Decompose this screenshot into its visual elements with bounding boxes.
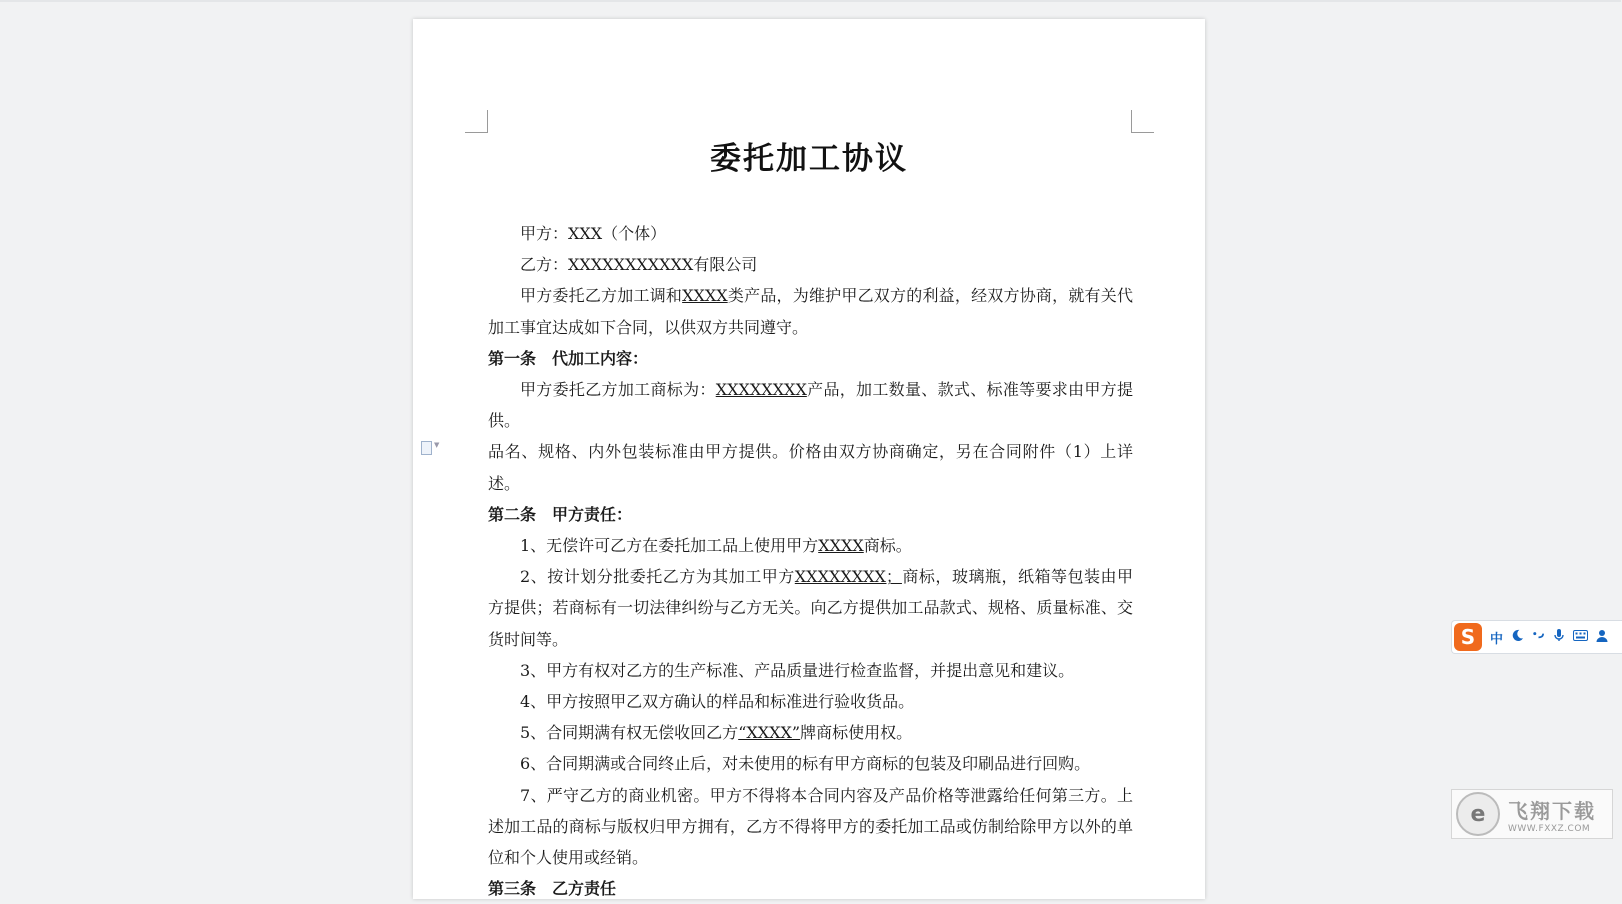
- article-1-heading: 第一条 代加工内容：: [488, 348, 649, 368]
- article-2-item-4: 4、甲方按照甲乙双方确认的样品和标准进行验收货品。: [520, 692, 915, 712]
- toolbar-edge: [0, 0, 1621, 2]
- document-title: 委托加工协议: [710, 141, 908, 177]
- article-2-item-6: 6、合同期满或合同终止后，对未使用的标有甲方商标的包装及印刷品进行回购。: [520, 754, 1091, 774]
- punctuation-icon[interactable]: [1532, 629, 1545, 646]
- watermark-logo-icon: e: [1456, 792, 1500, 836]
- dropdown-arrow-icon: ▼: [434, 441, 440, 449]
- article-2-heading: 第二条 甲方责任：: [488, 504, 633, 524]
- microphone-icon[interactable]: [1553, 628, 1565, 646]
- article-3-heading: 第三条 乙方责任: [488, 879, 617, 899]
- page-margin-corner-left: [465, 110, 488, 133]
- ime-toolbar[interactable]: [1451, 620, 1622, 654]
- document-body[interactable]: [488, 218, 1133, 904]
- document-page[interactable]: [413, 19, 1205, 899]
- ime-mode-toggle[interactable]: 中: [1490, 631, 1504, 647]
- sogou-logo-icon[interactable]: S: [1454, 623, 1482, 651]
- party-b-line: 乙方：XXXXXXXXXXX有限公司: [520, 255, 758, 275]
- page-margin-corner-right: [1131, 110, 1154, 133]
- article-2-item-5: 5、合同期满有权无偿收回乙方“XXXX”牌商标使用权。: [520, 723, 913, 743]
- paragraph-layout-icon[interactable]: [421, 441, 447, 455]
- article-2-item-1: 1、无偿许可乙方在委托加工品上使用甲方XXXX商标。: [520, 536, 912, 556]
- site-watermark: [1451, 789, 1613, 839]
- keyboard-icon[interactable]: [1573, 630, 1588, 645]
- intro-paragraph: 甲方委托乙方加工调和XXXX类产品，为维护甲乙双方的利益，经双方协商，就有关代加工事宜达成如下合同，以供双方共同遵守。: [488, 286, 1133, 337]
- document-icon: [421, 441, 432, 455]
- watermark-url: WWW.FXXZ.COM: [1508, 823, 1591, 834]
- party-a-line: 甲方：XXX（个体）: [520, 224, 667, 243]
- article-2-item-7: 7、严守乙方的商业机密。甲方不得将本合同内容及产品价格等泄露给任何第三方。上述加工品的商标与版权归甲方拥有，乙方不得将甲方的委托加工品或仿制给除甲方以外的单位和个人使用或经销。: [488, 785, 1133, 868]
- article-2-item-3: 3、甲方有权对乙方的生产标准、产品质量进行检查监督，并提出意见和建议。: [520, 660, 1075, 680]
- article-2-item-2: 2、按计划分批委托乙方为其加工甲方XXXXXXXX；商标，玻璃瓶，纸箱等包装由甲方提供；若商标有一切法律纠纷与乙方无关。向乙方提供加工品款式、规格、质量标准、交货时间等。: [488, 567, 1133, 649]
- watermark-title: 飞翔下载: [1508, 798, 1596, 823]
- article-1-paragraph-1: 甲方委托乙方加工商标为：XXXXXXXX产品，加工数量、款式、标准等要求由甲方提供。: [488, 380, 1133, 431]
- article-1-paragraph-2: 品名、规格、内外包装标准由甲方提供。价格由双方协商确定，另在合同附件（1）上详述。: [488, 442, 1133, 493]
- user-icon[interactable]: [1596, 629, 1608, 646]
- moon-icon[interactable]: [1511, 629, 1524, 646]
